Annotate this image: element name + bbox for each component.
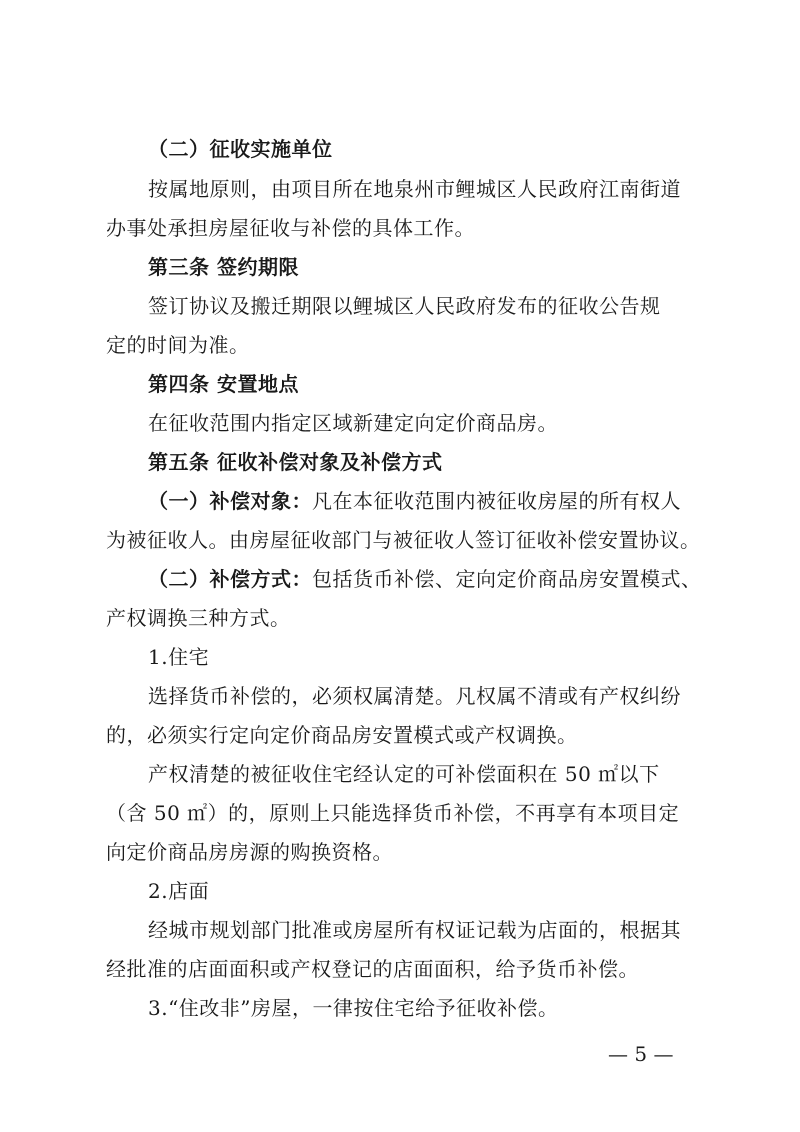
- paragraph-line: 为被征收人。由房屋征收部门与被征收人签订征收补偿安置协议。: [106, 528, 701, 552]
- paragraph-line: 向定价商品房房源的购换资格。: [106, 840, 393, 864]
- paragraph-text: 凡在本征收范围内被征收房屋的所有权人: [312, 489, 681, 513]
- heading-article-4: 第四条 安置地点: [148, 372, 299, 396]
- paragraph-line: 选择货币补偿的，必须权属清楚。凡权属不清或有产权纠纷: [148, 684, 681, 708]
- paragraph-line: 办事处承担房屋征收与补偿的具体工作。: [106, 216, 475, 240]
- page-number: — 5 —: [608, 1042, 674, 1066]
- paragraph-line: （含 50 ㎡）的，原则上只能选择货币补偿，不再享有本项目定: [106, 801, 680, 825]
- paragraph-line: 在征收范围内指定区域新建定向定价商品房。: [148, 411, 558, 435]
- paragraph-line: 产权调换三种方式。: [106, 606, 291, 630]
- paragraph-line: 定的时间为准。: [106, 333, 250, 357]
- label-compensation-methods: （二）补偿方式：: [148, 567, 312, 591]
- paragraph-line: [148, 486, 681, 516]
- paragraph-line: 产权清楚的被征收住宅经认定的可补偿面积在 50 ㎡以下: [148, 762, 660, 786]
- paragraph-text: 包括货币补偿、定向定价商品房安置模式、: [312, 567, 702, 591]
- heading-article-5: 第五条 征收补偿对象及补偿方式: [148, 450, 443, 474]
- paragraph-line: 经城市规划部门批准或房屋所有权证记载为店面的，根据其: [148, 918, 681, 942]
- heading-implementing-unit: （二）征收实施单位: [148, 137, 333, 161]
- paragraph-line: 3.“住改非”房屋，一律按住宅给予征收补偿。: [148, 996, 559, 1020]
- paragraph-line: 签订协议及搬迁期限以鲤城区人民政府发布的征收公告规: [148, 294, 661, 318]
- subheading-storefront: 2.店面: [148, 879, 210, 903]
- label-compensation-objects: （一）补偿对象：: [148, 489, 312, 513]
- paragraph-line: [148, 564, 702, 594]
- paragraph-line: 的，必须实行定向定价商品房安置模式或产权调换。: [106, 723, 578, 747]
- paragraph-line: 经批准的店面面积或产权登记的店面面积，给予货币补偿。: [106, 957, 639, 981]
- subheading-residence: 1.住宅: [148, 645, 210, 669]
- heading-article-3: 第三条 签约期限: [148, 255, 299, 279]
- paragraph-line: 按属地原则，由项目所在地泉州市鲤城区人民政府江南街道: [148, 177, 681, 201]
